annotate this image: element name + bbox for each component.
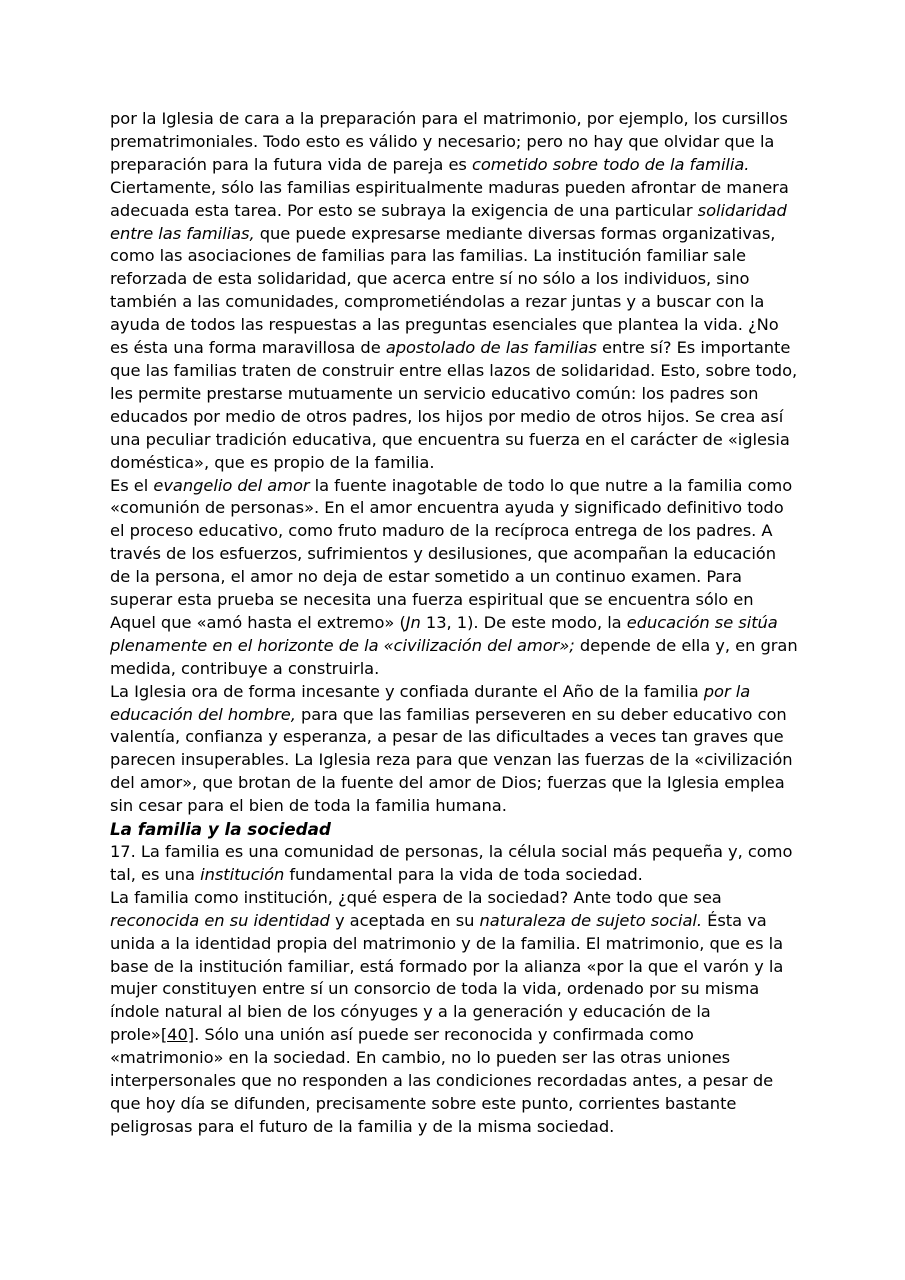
text-run: Ésta va unida a la identidad propia del matrimonio y de la familia. El matrimonio, que es la base de la institución familiar, está formado por la alianza «por la que el varón y la mujer constituyen entre sí un consorcio de toda la vida, ordenado por su misma índole natural al bien de los cónyuges y a la generación y educación de la prole» (110, 910, 784, 1045)
text-run: La familia como institución, ¿qué espera de la sociedad? Ante todo que sea (110, 887, 722, 907)
text-run: 17. La familia es una comunidad de personas, la célula social más pequeña y, como tal, es una (110, 842, 793, 884)
text-run: . Sólo una unión así puede ser reconocida y confirmada como «matrimonio» en la sociedad. En cambio, no lo pueden ser las otras uniones interpersonales que no responden a las condiciones recordadas antes, a pesar de que hoy día se difunden, precisamente sobre este punto, corrientes bastante peligrosas para el futuro de la familia y de la misma sociedad. (110, 1025, 774, 1136)
text-run: por la Iglesia de cara a la preparación para el matrimonio, por ejemplo, los cursillos prematrimoniales. Todo esto es válido y necesario; pero no hay que olvidar que la preparación para la futura vida de pareja es (110, 109, 788, 174)
italic-run: solidaridad entre las familias, (110, 200, 787, 243)
italic-run: evangelio del amor (153, 475, 310, 495)
paragraph-iglesia-ora (110, 681, 800, 818)
italic-run: cometido sobre todo de la familia. (471, 154, 750, 174)
italic-run: por la educación del hombre, (110, 681, 751, 724)
text-run: fundamental para la vida de toda sociedad. (284, 864, 643, 884)
footnote-link-40[interactable]: [40] (160, 1025, 195, 1045)
paragraph-17-comunidad (110, 841, 800, 887)
document-page (110, 108, 800, 1139)
text-run: la fuente inagotable de todo lo que nutre a la familia como «comunión de personas». En el amor encuentra ayuda y significado definitivo todo el proceso educativo, como fruto maduro de la recíproca entrega de los padres. A través de los esfuerzos, sufrimientos y desilusiones, que acompañan la educación de la persona, el amor no deja de estar sometido a un continuo examen. Para superar esta prueba se necesita una fuerza espiritual que se encuentra sólo en Aquel que «amó hasta el extremo» ( (110, 475, 793, 632)
text-run: depende de ella y, en gran medida, contribuye a construirla. (110, 635, 798, 678)
italic-run: educación se sitúa plenamente en el horizonte de la «civilización del amor»; (110, 612, 778, 655)
italic-run: reconocida en su identidad (110, 910, 330, 930)
italic-run: institución (200, 864, 285, 884)
paragraph-evangelio-amor (110, 475, 800, 681)
text-run: para que las familias perseveren en su deber educativo con valentía, confianza y esperanza, a pesar de las dificultades a veces tan graves que parecen insuperables. La Iglesia reza para que venzan las fuerzas de la «civilización del amor», que brotan de la fuente del amor de Dios; fuerzas que la Iglesia emplea sin cesar para el bien de toda la familia humana. (110, 704, 793, 816)
section-heading: La familia y la sociedad (110, 819, 331, 840)
italic-run: naturaleza de sujeto social. (479, 910, 703, 930)
paragraph-solidaridad-familias (110, 108, 800, 475)
text-run: Ciertamente, sólo las familias espiritualmente maduras pueden afrontar de manera adecuada esta tarea. Por esto se subraya la exigencia de una particular (110, 177, 789, 220)
paragraph-institucion-sociedad (110, 887, 800, 1139)
text-run: La Iglesia ora de forma incesante y confiada durante el Año de la familia (110, 681, 704, 701)
text-run: 13, 1). De este modo, la (420, 612, 627, 632)
text-run: entre sí? Es importante que las familias traten de construir entre ellas lazos de solidaridad. Esto, sobre todo, les permite prestarse mutuamente un servicio educativo común: los padres son educados por medio de otros padres, los hijos por medio de otros hijos. Se crea así una peculiar tradición educativa, que encuentra su fuerza en el carácter de «iglesia doméstica», que es propio de la familia. (110, 338, 798, 472)
italic-run: Jn (405, 612, 421, 632)
text-run: Es el (110, 475, 154, 495)
text-run: que puede expresarse mediante diversas formas organizativas, como las asociaciones de familias para las familias. La institución familiar sale reforzada de esta solidaridad, que acerca entre sí no sólo a los individuos, sino también a las comunidades, comprometiéndolas a rezar juntas y a buscar con la ayuda de todos las respuestas a las preguntas esenciales que plantea la vida. ¿No es ésta una forma maravillosa de (110, 223, 779, 358)
italic-run: apostolado de las familias (385, 338, 597, 358)
text-run: y aceptada en su (329, 910, 480, 930)
